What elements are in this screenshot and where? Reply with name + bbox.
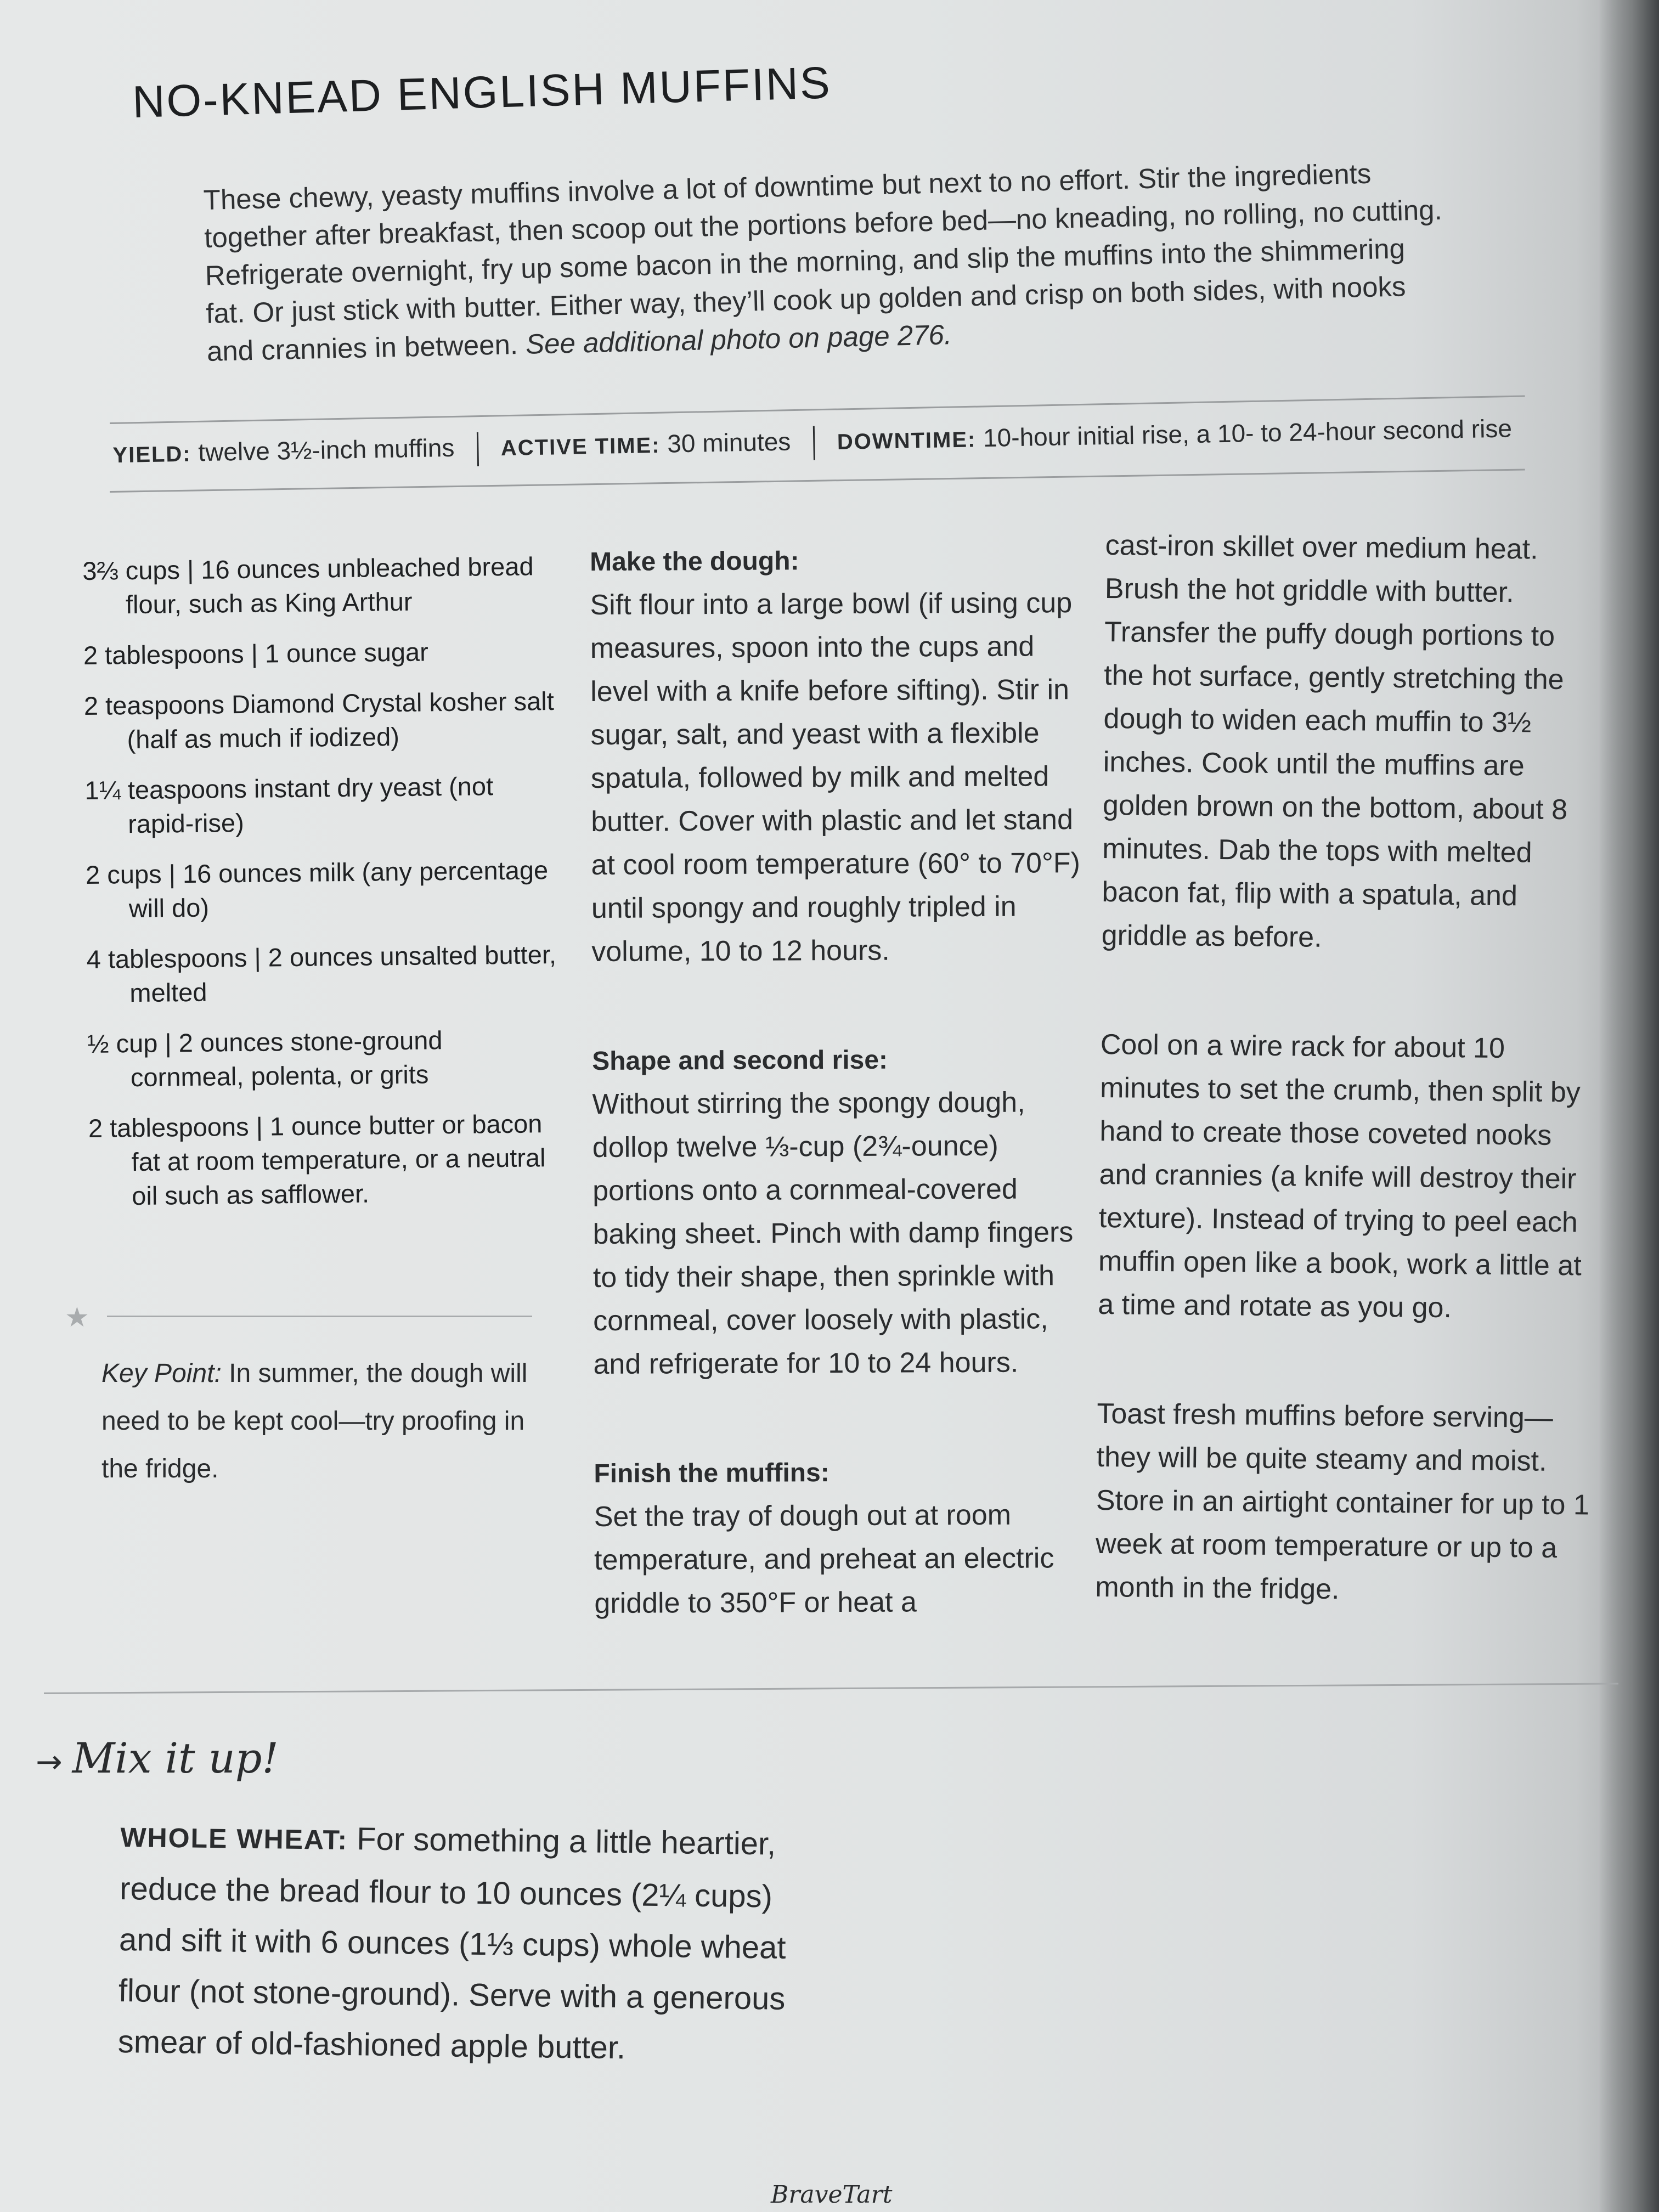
key-point-rule [107, 1316, 532, 1317]
variation-text: For something a little heartier, reduce the bread flour to 10 ounces (2¼ cups) and sift it with 6 ounces (1⅓ cups) whole wheat flour (not stone-ground). Serve with a generous smear of old-fashioned apple butter. [117, 1821, 786, 2066]
mix-it-up-title: Mix it up! [72, 1734, 279, 1782]
ingredient-item: 2 tablespoons | 1 ounce butter or bacon fat at room temperature, or a neutral oil such as safflower. [88, 1109, 546, 1211]
method-paragraph: Toast fresh muffins before serving—they will be quite steamy and moist. Store in an airtight container for up to 1 week at room temperature or up to a month in the fridge. [1095, 1397, 1590, 1606]
active-time-label: ACTIVE TIME: [500, 433, 661, 461]
method-paragraph: cast-iron skillet over medium heat. Brush the hot griddle with butter. Transfer the puffy dough portions to the hot surface, gently stretching the dough to widen each muffin to 3½ inches. Cook until the muffins are golden brown on the bottom, about 8 minutes. Dab the tops with melted bacon fat, flip with a spatula, and griddle as before. [1101, 529, 1568, 953]
yield-label: YIELD: [112, 442, 192, 468]
ingredient-item: ½ cup | 2 ounces stone-ground cornmeal, polenta, or grits [87, 1025, 443, 1092]
ingredient-item: 4 tablespoons | 2 ounces unsalted butter, melted [86, 939, 557, 1008]
method-paragraph: Cool on a wire rack for about 10 minutes to set the crumb, then split by hand to create those coveted nooks and crannies (a knife will destroy their texture). Instead of trying to peel each muffin open like a book, work a little at a time and rotate as you go. [1098, 1028, 1582, 1324]
active-time-value: 30 minutes [667, 427, 791, 458]
method-column-middle [590, 538, 1088, 1691]
yield-value: twelve 3½-inch muffins [198, 433, 455, 467]
book-footer-logo: BraveTart [771, 2181, 893, 2209]
meta-divider [477, 432, 479, 466]
ingredient-item: 3⅔ cups | 16 ounces unbleached bread flour, such as King Arthur [82, 551, 534, 619]
key-point-note [101, 1350, 540, 1493]
meta-bottom-rule [110, 469, 1525, 493]
ingredient-item: 2 teaspoons Diamond Crystal kosher salt (half as much if iodized) [83, 686, 554, 754]
key-point-text: In summer, the dough will need to be kept cool—try proofing in the fridge. [101, 1359, 528, 1483]
downtime-label: DOWNTIME: [837, 427, 977, 454]
book-spine-shadow [1599, 0, 1659, 2212]
meta-divider [813, 426, 815, 460]
intro-text: These chewy, yeasty muffins involve a lot of downtime but next to no effort. Stir the ingredients together after breakfast, then scoop out the portions before bed—no kneading, no rolling, no cutting. Refrigerate overnight, fry up some bacon in the morning, and slip the muffins into the shimmering fat. Or just stick with butter. Either way, they’ll cook up golden and crisp on both sides, with nooks and crannies in between. [203, 157, 1443, 367]
step-heading: Make the dough: [590, 546, 799, 577]
method-column-right [1094, 524, 1599, 1680]
downtime-value: 10-hour initial rise, a 10- to 24-hour second rise [983, 414, 1513, 453]
step-text: Sift flour into a large bowl (if using cup measures, spoon into the cups and level with a knife before sifting). Stir in sugar, salt, and yeast with a flexible spatula, followed by milk and melted butter. Cover with plastic and let stand at cool room temperature (60° to 70°F) until spongy and roughly tripled in volume, 10 to 12 hours. [590, 587, 1081, 968]
ingredient-item: 2 tablespoons | 1 ounce sugar [83, 637, 429, 670]
ingredient-item: 2 cups | 16 ounces milk (any percentage will do) [85, 855, 549, 923]
arrow-right-icon: → [36, 1743, 63, 1780]
method-step [590, 538, 1085, 974]
step-heading: Shape and second rise: [592, 1045, 888, 1076]
variation-label: WHOLE WHEAT: [120, 1821, 348, 1856]
ingredient-list [82, 549, 561, 1230]
recipe-intro [203, 153, 1447, 370]
method-step [594, 1450, 1088, 1626]
method-step [592, 1037, 1087, 1386]
mix-it-up-heading [36, 1734, 279, 1782]
step-heading: Finish the muffins: [594, 1458, 830, 1488]
step-text: Without stirring the spongy dough, dollop twelve ⅓-cup (2¾-ounce) portions onto a cornmeal-covered baking sheet. Pinch with damp fingers to tidy their shape, then sprinkle with cornmeal, cover loosely with plastic, and refrigerate for 10 to 24 hours. [592, 1086, 1074, 1380]
key-point-label: Key Point: [101, 1359, 222, 1388]
intro-photo-reference: See additional photo on page 276. [525, 319, 952, 360]
ingredient-item: 1¼ teaspoons instant dry yeast (not rapid-rise) [84, 771, 494, 839]
star-icon: ★ [65, 1302, 89, 1333]
recipe-title: NO-KNEAD ENGLISH MUFFINS [132, 58, 832, 127]
recipe-meta-bar [112, 413, 1528, 473]
variation-whole-wheat [117, 1810, 834, 2076]
step-text: Set the tray of dough out at room temperature, and preheat an electric griddle to 350°F or heat a [594, 1499, 1054, 1620]
